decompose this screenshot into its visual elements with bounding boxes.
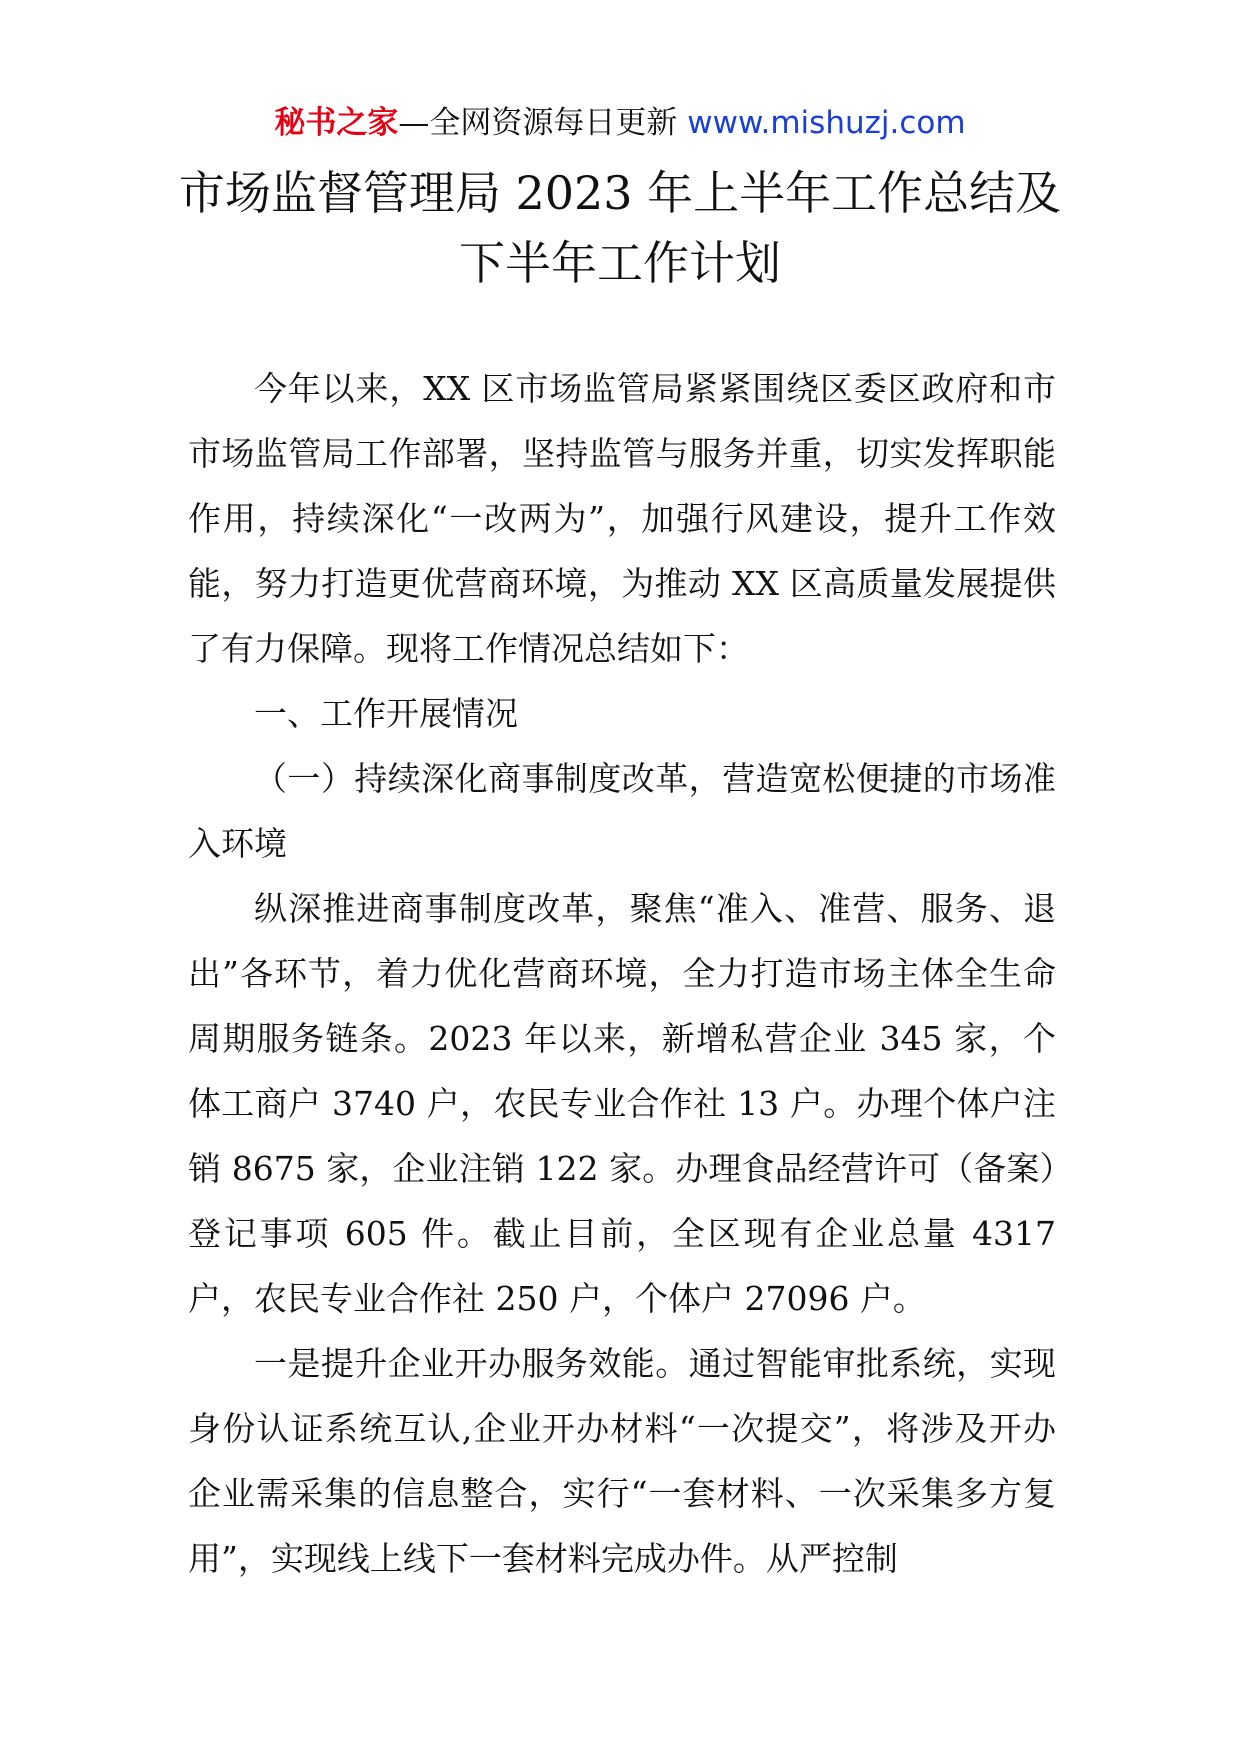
document-body [188, 356, 1056, 1591]
document-title [120, 158, 1120, 298]
subsection-heading-1: （一）持续深化商事制度改革，营造宽松便捷的市场准入环境 [188, 759, 1056, 863]
section-heading-1: 一、工作开展情况 [254, 694, 518, 733]
banner-url-link[interactable]: www.mishuzj.com [687, 105, 966, 141]
site-banner [0, 101, 1240, 145]
intro-paragraph: 今年以来，XX 区市场监管局紧紧围绕区委区政府和市市场监管局工作部署，坚持监管与服务并重，切实发挥职能作用，持续深化“一改两为”，加强行风建设，提升工作效能，努力打造更优营商环境，为推动 XX 区高质量发展提供了有力保障。现将工作情况总结如下： [188, 369, 1056, 668]
body-paragraph-1: 纵深推进商事制度改革，聚焦“准入、准营、服务、退出”各环节，着力优化营商环境，全力打造市场主体全生命周期服务链条。2023 年以来，新增私营企业 345 家，个体工商户 3740 户，农民专业合作社 13 户。办理个体户注销 8675 家，企业注销 122 家。办理食品经营许可（备案）登记事项 605 件。截止目前，全区现有企业总量 4317 户，农民专业合作社 250 户，个体户 27096 户。 [188, 889, 1056, 1318]
title-line-1: 市场监督管理局 2023 年上半年工作总结及 [178, 166, 1062, 220]
body-paragraph-2: 一是提升企业开办服务效能。通过智能审批系统，实现身份认证系统互认,企业开办材料“一次提交”，将涉及开办企业需采集的信息整合，实行“一套材料、一次采集多方复用”，实现线上线下一套材料完成办件。从严控制 [188, 1344, 1056, 1578]
banner-brand: 秘书之家 [274, 105, 399, 141]
banner-tagline: —全网资源每日更新 [398, 105, 688, 141]
title-line-2: 下半年工作计划 [459, 236, 781, 290]
